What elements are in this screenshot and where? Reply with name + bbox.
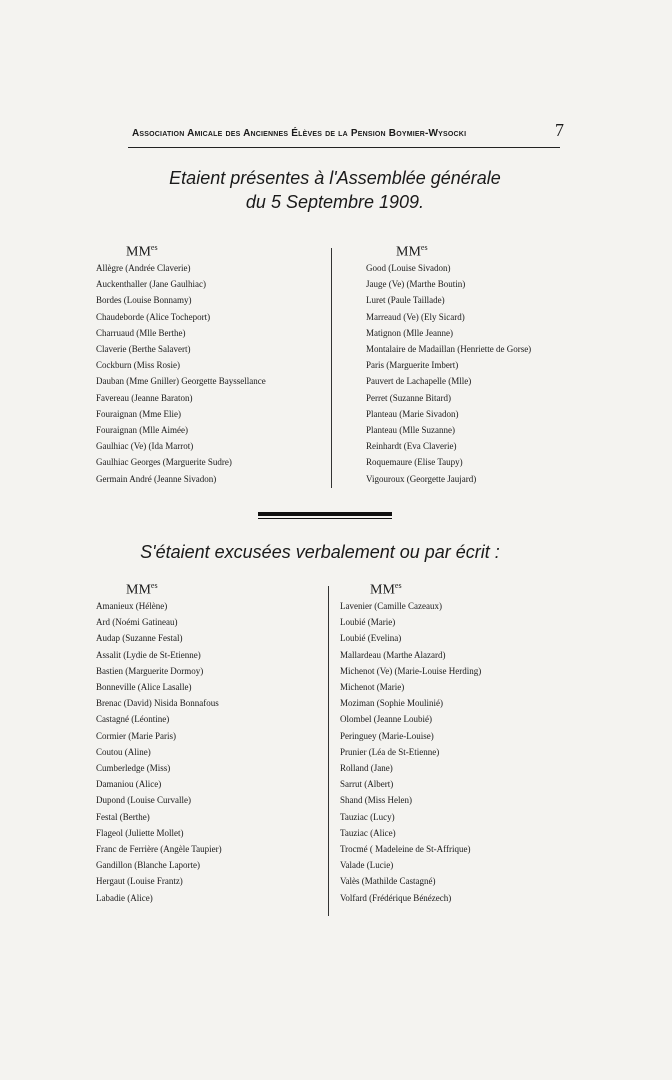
name-entry: Valès (Mathilde Castagné) <box>340 876 436 887</box>
name-entry: Montalaire de Madaillan (Henriette de Gorse) <box>366 344 532 355</box>
name-entry: Michenot (Ve) (Marie-Louise Herding) <box>340 665 482 676</box>
name-entry: Matignon (Mlle Jeanne) <box>366 327 453 338</box>
name-entry: Perret (Suzanne Bitard) <box>366 392 451 403</box>
name-entry: Gaulhiac Georges (Marguerite Sudre) <box>96 457 232 468</box>
name-entry: Volfard (Frédérique Bénézech) <box>340 892 452 903</box>
name-entry: Damaniou (Alice) <box>96 779 162 790</box>
excused-title: S'étaient excusées verbalement ou par écrit : <box>140 542 500 562</box>
name-entry: Dauban (Mme Gniller) Georgette Bayssellance <box>96 376 266 387</box>
name-entry: Cumberledge (Miss) <box>96 763 171 774</box>
name-entry: Assalit (Lydie de St-Etienne) <box>96 649 201 660</box>
name-entry: Charruaud (Mlle Berthe) <box>96 327 186 338</box>
name-entry: Flageol (Juliette Mollet) <box>96 827 184 838</box>
name-entry: Claverie (Berthe Salavert) <box>96 344 191 355</box>
name-entry: Reinhardt (Eva Claverie) <box>366 441 457 452</box>
present-title-line2: du 5 Septembre 1909. <box>245 192 425 212</box>
column-header: $MM^{es}$ <box>370 581 402 598</box>
present-column-left <box>96 238 336 487</box>
name-entry: Allègre (Andrée Claverie) <box>96 263 191 273</box>
name-entry: Shand (Miss Helen) <box>340 795 412 806</box>
name-entry: Jauge (Ve) (Marthe Boutin) <box>366 279 466 290</box>
column-header: $MM^{es}$ <box>396 243 428 260</box>
name-entry: Favereau (Jeanne Baraton) <box>96 392 193 403</box>
section-separator <box>258 512 392 516</box>
name-entry: Loubié (Evelina) <box>340 633 402 644</box>
name-entry: Prunier (Léa de St-Etienne) <box>340 746 440 757</box>
name-entry: Castagné (Léontine) <box>96 714 170 725</box>
name-entry: Loubié (Marie) <box>340 617 396 628</box>
name-entry: Fouraignan (Mme Elie) <box>96 408 181 419</box>
name-entry: Olombel (Jeanne Loubié) <box>340 714 432 725</box>
name-entry: Pauvert de Lachapelle (Mlle) <box>366 376 472 387</box>
name-entry: Vigouroux (Georgette Jaujard) <box>366 473 477 484</box>
name-entry: Germain André (Jeanne Sivadon) <box>96 473 217 484</box>
name-entry: Audap (Suzanne Festal) <box>96 633 183 644</box>
name-entry: Bordes (Louise Bonnamy) <box>96 295 192 306</box>
name-entry: Rolland (Jane) <box>340 763 393 774</box>
name-entry: Marreaud (Ve) (Ely Sicard) <box>366 311 465 322</box>
name-entry: Mallardeau (Marthe Alazard) <box>340 649 446 660</box>
name-entry: Trocmé ( Madeleine de St-Affrique) <box>340 844 471 855</box>
name-entry: Peringuey (Marie-Louise) <box>340 730 434 741</box>
present-column-right <box>366 238 606 487</box>
name-entry: Brenac (David) Nisida Bonnafous <box>96 698 219 709</box>
name-entry: Franc de Ferrière (Angèle Taupier) <box>96 844 222 855</box>
page-number: 7 <box>555 120 564 140</box>
name-entry: Planteau (Marie Sivadon) <box>366 408 459 419</box>
name-entry: Amanieux (Hélène) <box>96 601 168 611</box>
column-header: $MM^{es}$ <box>126 581 158 598</box>
name-entry: Cormier (Marie Paris) <box>96 730 176 741</box>
name-entry: Planteau (Mlle Suzanne) <box>366 425 455 436</box>
name-entry: Gandillon (Blanche Laporte) <box>96 860 200 871</box>
column-header: $MM^{es}$ <box>126 243 158 260</box>
running-title: Association Amicale des Anciennes Élèves de la Pension Boymier-Wysocki <box>132 128 467 139</box>
name-entry: Festal (Berthe) <box>96 811 150 822</box>
name-entry: Hergaut (Louise Frantz) <box>96 876 183 887</box>
name-entry: Bonneville (Alice Lasalle) <box>96 682 192 693</box>
name-entry: Cockburn (Miss Rosie) <box>96 360 180 371</box>
running-head <box>132 120 564 141</box>
section-separator-thin <box>258 518 392 519</box>
name-entry: Auckenthaller (Jane Gaulhiac) <box>96 279 206 290</box>
name-entry: Roquemaure (Elise Taupy) <box>366 457 463 468</box>
column-divider <box>328 586 329 916</box>
excused-column-right <box>340 576 580 906</box>
name-entry: Bastien (Marguerite Dormoy) <box>96 665 204 676</box>
name-entry: Dupond (Louise Curvalle) <box>96 795 191 806</box>
name-entry: Lavenier (Camille Cazeaux) <box>340 601 442 611</box>
name-entry: Coutou (Aline) <box>96 746 151 757</box>
name-entry: Tauziac (Alice) <box>340 827 396 838</box>
name-entry: Tauziac (Lucy) <box>340 811 395 822</box>
header-rule <box>128 147 560 148</box>
name-entry: Good (Louise Sivadon) <box>366 263 451 273</box>
name-entry: Paris (Marguerite Imbert) <box>366 360 459 371</box>
excused-column-left <box>96 576 336 906</box>
name-entry: Valade (Lucie) <box>340 860 394 871</box>
column-divider <box>331 248 332 488</box>
name-entry: Labadie (Alice) <box>96 892 153 903</box>
name-entry: Fouraignan (Mlle Aimée) <box>96 425 188 436</box>
name-entry: Michenot (Marie) <box>340 682 405 693</box>
name-entry: Gaulhiac (Ve) (Ida Marrot) <box>96 441 194 452</box>
name-entry: Luret (Paule Taillade) <box>366 295 445 306</box>
name-entry: Moziman (Sophie Moulinié) <box>340 698 443 709</box>
present-title-line1: Etaient présentes à l'Assemblée générale <box>169 168 501 188</box>
name-entry: Sarrut (Albert) <box>340 779 394 790</box>
name-entry: Chaudeborde (Alice Tocheport) <box>96 311 211 322</box>
name-entry: Ard (Noémi Gatineau) <box>96 617 178 628</box>
